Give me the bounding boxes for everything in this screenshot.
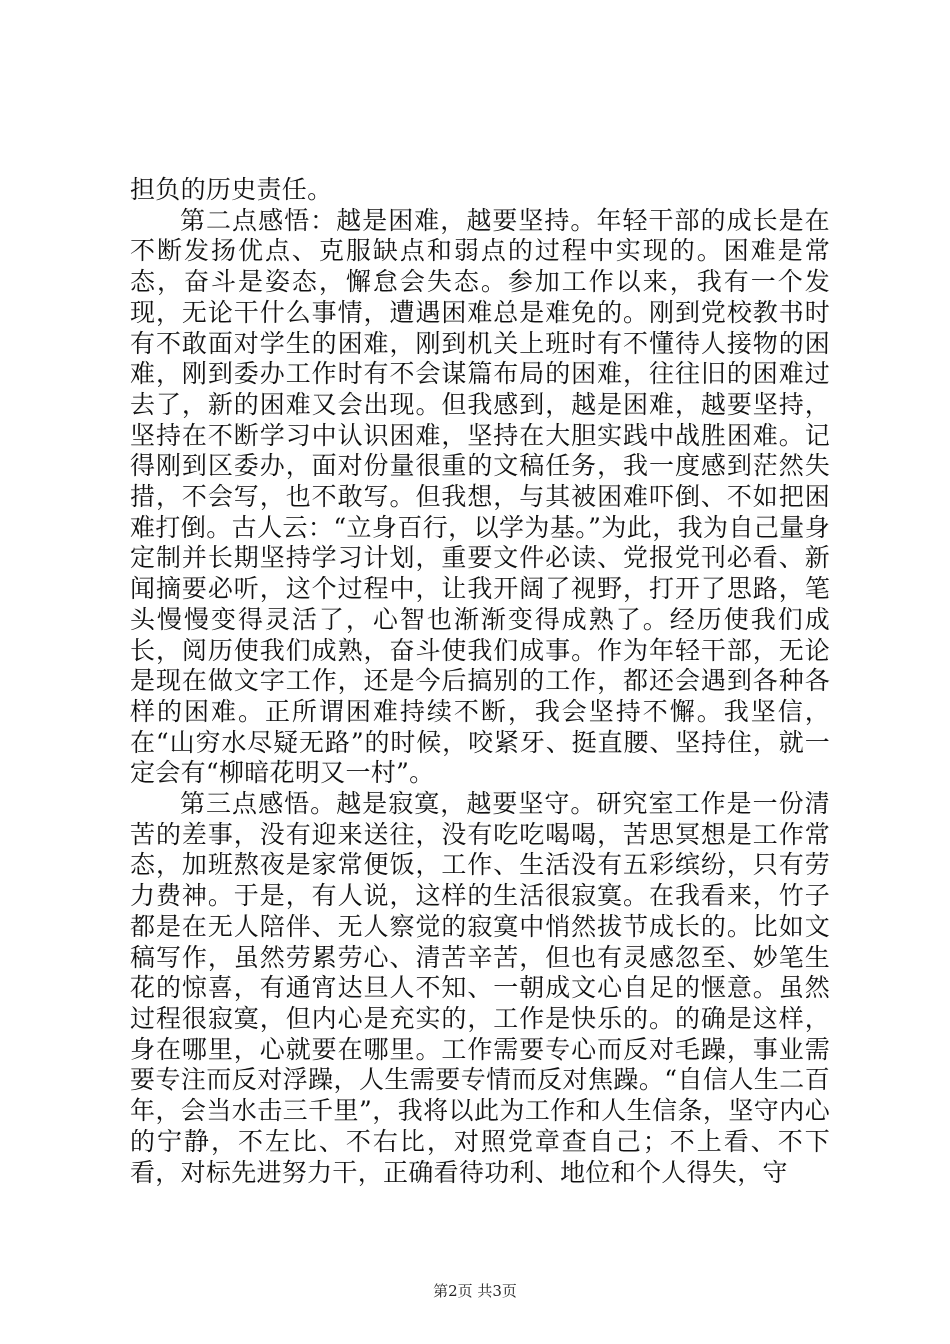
paragraph-third-insight: 第三点感悟。越是寂寞，越要坚守。研究室工作是一份清苦的差事，没有迎来送往，没有吃吃喝喝，苦思冥想是工作常态，加班熬夜是家常便饭，工作、生活没有五彩缤纷，只有劳力费神。于是，有人说，这样的生活很寂寞。在我看来，竹子都是在无人陪伴、无人察觉的寂寞中悄然拔节成长的。比如文稿写作，虽然劳累劳心、清苦辛苦，但也有灵感忽至、妙笔生花的惊喜，有通宵达旦人不知、一朝成文心自足的惬意。虽然过程很寂寞，但内心是充实的，工作是快乐的。的确是这样，身在哪里，心就要在哪里。工作需要专心而反对毛躁，事业需要专注而反对浮躁，人生需要专情而反对焦躁。“自信人生二百年，会当水击三千里”，我将以此为工作和人生信条，坚守内心的宁静，不左比、不右比，对照党章查自己；不上看、不下看，对标先进努力干，正确看待功利、地位和个人得失，守 (130, 789, 830, 1187)
paragraph-continuation: 担负的历史责任。 (130, 175, 333, 204)
paragraph-second-insight: 第二点感悟：越是困难，越要坚持。年轻干部的成长是在不断发扬优点、克服缺点和弱点的过程中实现的。困难是常态，奋斗是姿态，懈怠会失态。参加工作以来，我有一个发现，无论干什么事情，遭遇困难总是难免的。刚到党校教书时有不敢面对学生的困难，刚到机关上班时有不懂待人接物的困难，刚到委办工作时有不会谋篇布局的困难，往往旧的困难过去了，新的困难又会出现。但我感到，越是困难，越要坚持，坚持在不断学习中认识困难，坚持在大胆实践中战胜困难。记得刚到区委办，面对份量很重的文稿任务，我一度感到茫然失措，不会写，也不敢写。但我想，与其被困难吓倒、不如把困难打倒。古人云：“立身百行，以学为基。”为此，我为自己量身定制并长期坚持学习计划，重要文件必读、党报党刊必看、新闻摘要必听，这个过程中，让我开阔了视野，打开了思路，笔头慢慢变得灵活了，心智也渐渐变得成熟了。经历使我们成长，阅历使我们成熟，奋斗使我们成事。作为年轻干部，无论是现在做文字工作，还是今后搞别的工作，都还会遇到各种各样的困难。正所谓困难持续不断，我会坚持不懈。我坚信，在“山穷水尽疑无路”的时候，咬紧牙、挺直腰、坚持住，就一定会有“柳暗花明又一村”。 (130, 205, 830, 788)
page-footer: 第2页 共3页 (433, 1282, 517, 1300)
document-body (130, 175, 830, 1188)
